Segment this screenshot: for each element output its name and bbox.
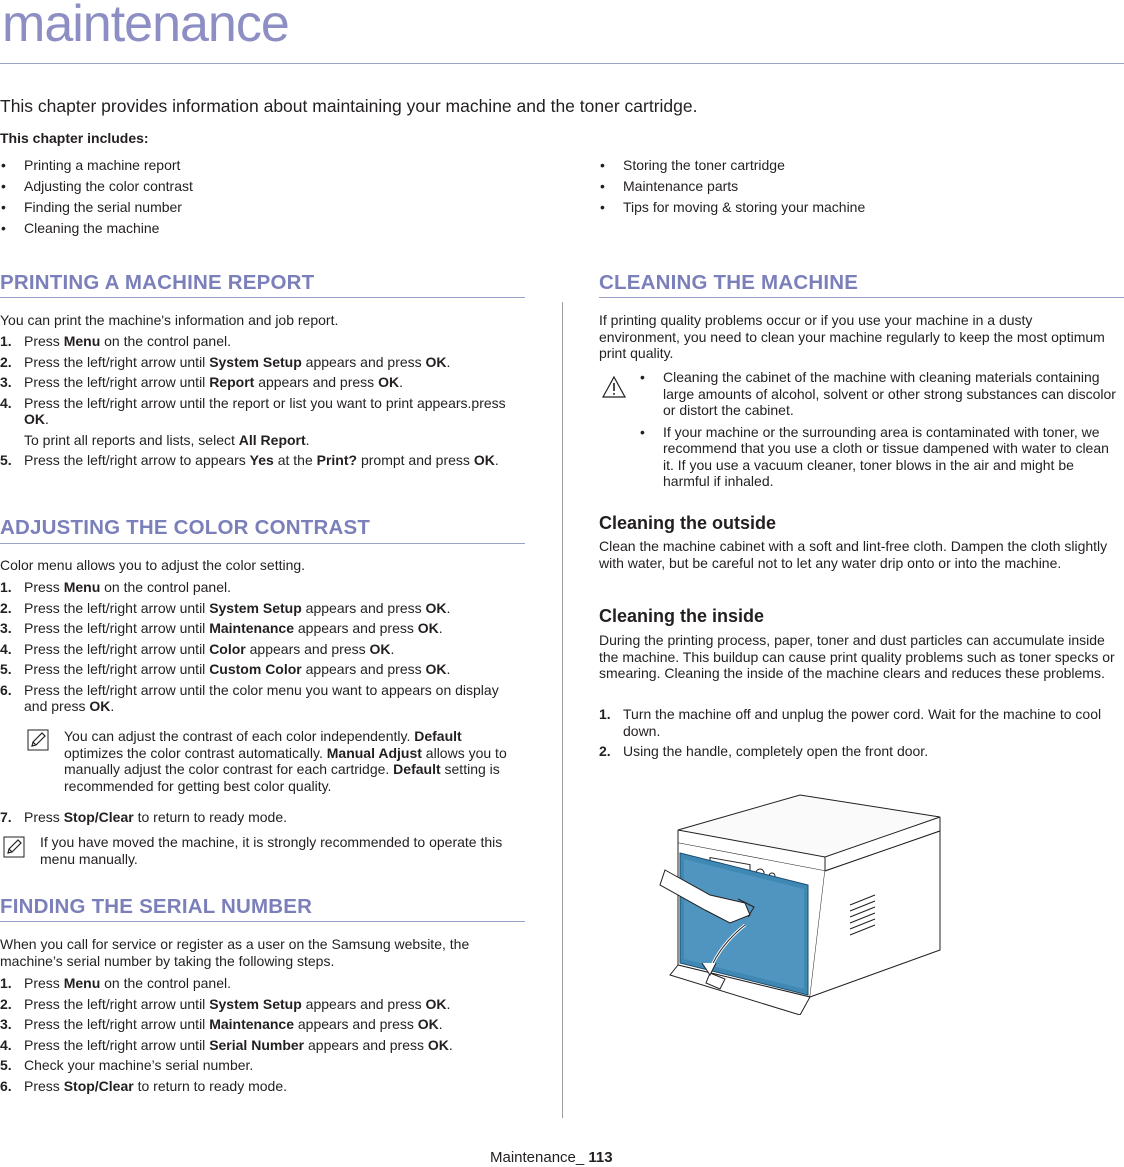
page-footer [490, 1149, 613, 1166]
step-text: Turn the machine off and unplug the power cord. Wait for the machine to cool down. [623, 706, 1102, 739]
chapter-intro: This chapter provides information about maintaining your machine and the toner cartridge. [0, 96, 698, 116]
steps-color-contrast-cont [0, 809, 525, 830]
step-item [599, 706, 1122, 739]
menu-term: OK [425, 995, 447, 1012]
toc-item[interactable]: • Adjusting the color contrast [0, 176, 560, 197]
menu-term: OK [369, 640, 391, 657]
step-text: . [446, 661, 451, 677]
caution-item: • If your machine or the surrounding area is contaminated with toner, we recommend that you use a cloth or tissue dampened with water to clean it. If you use a vacuum cleaner, toner blows in the air and might be harmful if inhaled. [639, 424, 1119, 490]
menu-term: OK [378, 374, 400, 390]
step-text: at the [273, 452, 317, 468]
section-heading-cleaning: CLEANING THE MACHINE [599, 271, 859, 294]
menu-term: OK [425, 599, 447, 616]
menu-term: Stop/Clear [63, 809, 134, 825]
section-intro: When you call for service or register as a user on the Samsung website, the machine’s serial number by taking the following steps. [0, 936, 470, 969]
section-heading-color-contrast: ADJUSTING THE COLOR CONTRAST [0, 516, 371, 539]
menu-term: Default [393, 761, 441, 777]
step-text: appears and press [294, 620, 418, 636]
step-item [0, 682, 525, 715]
step-item [0, 395, 525, 428]
toc-item[interactable]: • Cleaning the machine [0, 218, 560, 239]
step-text: Press [24, 809, 64, 825]
step-number: 4. [0, 1036, 12, 1053]
menu-term: Serial Number [209, 1036, 305, 1053]
step-text: appears and press [301, 599, 426, 616]
menu-term: Menu [63, 579, 101, 595]
step-item [0, 452, 525, 469]
menu-term: OK [24, 411, 45, 427]
menu-term: OK [473, 452, 495, 468]
caution-triangle-icon [601, 375, 627, 399]
menu-term: OK [425, 661, 447, 677]
step-text: Press [24, 975, 64, 991]
step-text: . [446, 995, 451, 1012]
step-text: Press the left/right arrow until [24, 640, 210, 657]
step-number: 6. [0, 681, 12, 698]
cleaning-inside-text: During the printing process, paper, toner and dust particles can accumulate inside the machine. This buildup can cause print quality problems such as toner specks or smearing. Cleaning the inside of the machine clears and reduces these problems. [599, 632, 1115, 681]
step-number: 3. [0, 620, 12, 636]
step-item [0, 1078, 525, 1095]
step-text: . [45, 411, 49, 427]
includes-label: This chapter includes: [0, 130, 149, 146]
section-rule [0, 921, 525, 922]
menu-term: OK [427, 1036, 449, 1053]
menu-term: OK [417, 1016, 439, 1032]
step-item [0, 661, 525, 678]
step-item [0, 579, 525, 596]
section-heading-serial-number: FINDING THE SERIAL NUMBER [0, 895, 313, 918]
menu-term: System Setup [209, 353, 302, 370]
step-item [0, 996, 525, 1013]
steps-serial-number [0, 975, 525, 1098]
step-text: Press the left/right arrow until [24, 661, 210, 677]
step-text: . [446, 353, 451, 370]
step-text: appears and press [294, 1016, 418, 1032]
step-number: 1. [599, 706, 611, 722]
toc-list-right [599, 155, 1119, 218]
menu-term: Default [414, 728, 462, 744]
step-item [0, 975, 525, 992]
menu-term: System Setup [209, 599, 302, 616]
step-text: . [448, 1036, 453, 1053]
step-text: Press the left/right arrow until [24, 374, 210, 390]
step-text: appears and press [301, 661, 426, 677]
step-text: prompt and press [357, 452, 474, 468]
subheading-cleaning-outside: Cleaning the outside [599, 513, 777, 533]
menu-term: Report [209, 374, 255, 390]
step-text: Check your machine’s serial number. [24, 1057, 254, 1073]
note-pencil-icon [3, 836, 25, 858]
section-intro: You can print the machine's information and job report. [0, 312, 339, 328]
note-text: setting is recommended for getting best color quality. [64, 761, 500, 794]
step-text: appears and press [301, 995, 426, 1012]
step-item [0, 641, 525, 658]
step-item [0, 620, 525, 637]
step-item [0, 354, 525, 371]
toc-item[interactable]: • Storing the toner cartridge [599, 155, 1119, 176]
title-divider [0, 63, 1124, 64]
steps-printing-report [0, 333, 525, 473]
note-moved-machine: If you have moved the machine, it is strongly recommended to operate this menu manually. [40, 834, 503, 867]
section-heading-printing-report: PRINTING A MACHINE REPORT [0, 271, 315, 294]
step-number: 5. [0, 452, 12, 468]
note-text: allows you to manually adjust the color contrast for each cartridge. [64, 744, 507, 777]
step-text: to return to ready mode. [133, 1077, 288, 1094]
menu-term: System Setup [209, 995, 302, 1012]
menu-term: Custom Color [209, 661, 302, 677]
section-rule [0, 297, 525, 298]
column-divider [562, 302, 563, 1118]
page-number: 113 [588, 1149, 613, 1166]
step-number: 2. [0, 599, 12, 616]
step-text: on the control panel. [100, 975, 232, 991]
step-text: Press the left/right arrow until [24, 995, 210, 1012]
section-intro: If printing quality problems occur or if you use your machine in a dusty environment, you need to clean your machine regularly to keep the most optimum print quality. [599, 312, 1105, 361]
step-text: . [110, 698, 115, 714]
menu-term: All Report [238, 431, 306, 448]
cleaning-outside-text: Clean the machine cabinet with a soft and lint-free cloth. Dampen the cloth slightly with water, but be careful not to let any water drip onto or into the machine. [599, 538, 1108, 571]
printer-open-door-illustration [650, 775, 970, 1015]
menu-term: Maintenance [209, 1016, 294, 1032]
step-text: Press [24, 579, 64, 595]
step-text: Press the left/right arrow to appears [24, 452, 250, 468]
note-pencil-icon [27, 729, 49, 751]
step-number: 4. [0, 640, 12, 657]
step-number: 6. [0, 1077, 12, 1094]
step-item [0, 333, 525, 350]
step-number: 2. [599, 743, 611, 759]
step-text: . [305, 431, 310, 448]
step-number: 3. [0, 374, 12, 390]
step-text: Press the left/right arrow until [24, 353, 210, 370]
menu-term: Print? [316, 452, 358, 468]
step-text: To print all reports and lists, select [24, 431, 239, 448]
toc-list-left [0, 155, 560, 239]
step-text: appears and press [301, 353, 426, 370]
step-text: Press the left/right arrow until [24, 620, 210, 636]
step-text: . [390, 640, 395, 657]
step-item [599, 743, 1122, 760]
step-item [0, 1016, 525, 1033]
section-rule [599, 297, 1124, 298]
toc-item[interactable]: • Tips for moving & storing your machine [599, 197, 1119, 218]
menu-term: Maintenance [209, 620, 294, 636]
section-intro: Color menu allows you to adjust the color setting. [0, 557, 306, 573]
step-text: Using the handle, completely open the front door. [623, 743, 929, 759]
toc-item[interactable]: • Maintenance parts [599, 176, 1119, 197]
step-text: appears and press [245, 640, 370, 657]
menu-term: OK [425, 353, 447, 370]
step-number: 5. [0, 1057, 12, 1073]
menu-term: Menu [63, 333, 101, 349]
step-text: Press the left/right arrow until [24, 1036, 210, 1053]
step-text: appears and press [254, 374, 379, 390]
step-text: . [399, 374, 403, 390]
step-number: 1. [0, 975, 12, 991]
caution-item: • Cleaning the cabinet of the machine with cleaning materials containing large amounts of alcohol, solvent or other strong substances can discolor or distort the cabinet. [639, 369, 1119, 419]
step-text: . [494, 452, 499, 468]
step-text: Press the left/right arrow until the report or list you want to print appears.press [24, 394, 506, 411]
toc-item[interactable]: • Finding the serial number [0, 197, 560, 218]
step-number: 4. [0, 394, 12, 411]
chapter-title: maintenance [2, 0, 289, 53]
step-text: . [438, 1016, 443, 1032]
step-item [0, 374, 525, 391]
step-text: on the control panel. [100, 579, 232, 595]
section-rule [0, 543, 525, 544]
step-number: 2. [0, 995, 12, 1012]
step-number: 3. [0, 1016, 12, 1032]
menu-term: Menu [63, 975, 101, 991]
step-text: to return to ready mode. [133, 809, 288, 825]
step-number: 7. [0, 809, 12, 825]
step-item [0, 809, 525, 826]
note-text: You can adjust the contrast of each color independently. [64, 728, 415, 744]
steps-color-contrast [0, 579, 525, 719]
menu-term: Manual Adjust [326, 744, 422, 761]
step-subitem [0, 432, 525, 449]
step-number: 2. [0, 353, 12, 370]
step-text: Press the left/right arrow until [24, 1016, 210, 1032]
menu-term: Stop/Clear [63, 1077, 134, 1094]
step-text: . [438, 620, 443, 636]
step-text: appears and press [304, 1036, 428, 1053]
step-text: . [446, 599, 451, 616]
step-item [0, 1057, 525, 1074]
steps-cleaning-inside [599, 706, 1122, 764]
menu-term: Color [209, 640, 246, 657]
step-item [0, 1037, 525, 1054]
caution-list [639, 369, 1119, 490]
step-text: Press the left/right arrow until the color menu you want to appears on display and press [24, 681, 499, 714]
step-text: on the control panel. [100, 333, 232, 349]
subheading-cleaning-inside: Cleaning the inside [599, 606, 765, 626]
note-color-contrast [64, 728, 524, 794]
step-item [0, 600, 525, 617]
footer-label: Maintenance_ [490, 1149, 589, 1166]
step-text: Press the left/right arrow until [24, 599, 210, 616]
step-number: 5. [0, 661, 12, 677]
menu-term: OK [89, 698, 111, 714]
toc-item[interactable]: • Printing a machine report [0, 155, 560, 176]
menu-term: Yes [249, 452, 274, 468]
step-number: 1. [0, 579, 12, 595]
step-text: Press [24, 333, 64, 349]
step-number: 1. [0, 333, 12, 349]
note-text: optimizes the color contrast automatically. [64, 744, 327, 761]
step-text: Press [24, 1077, 64, 1094]
menu-term: OK [417, 620, 439, 636]
